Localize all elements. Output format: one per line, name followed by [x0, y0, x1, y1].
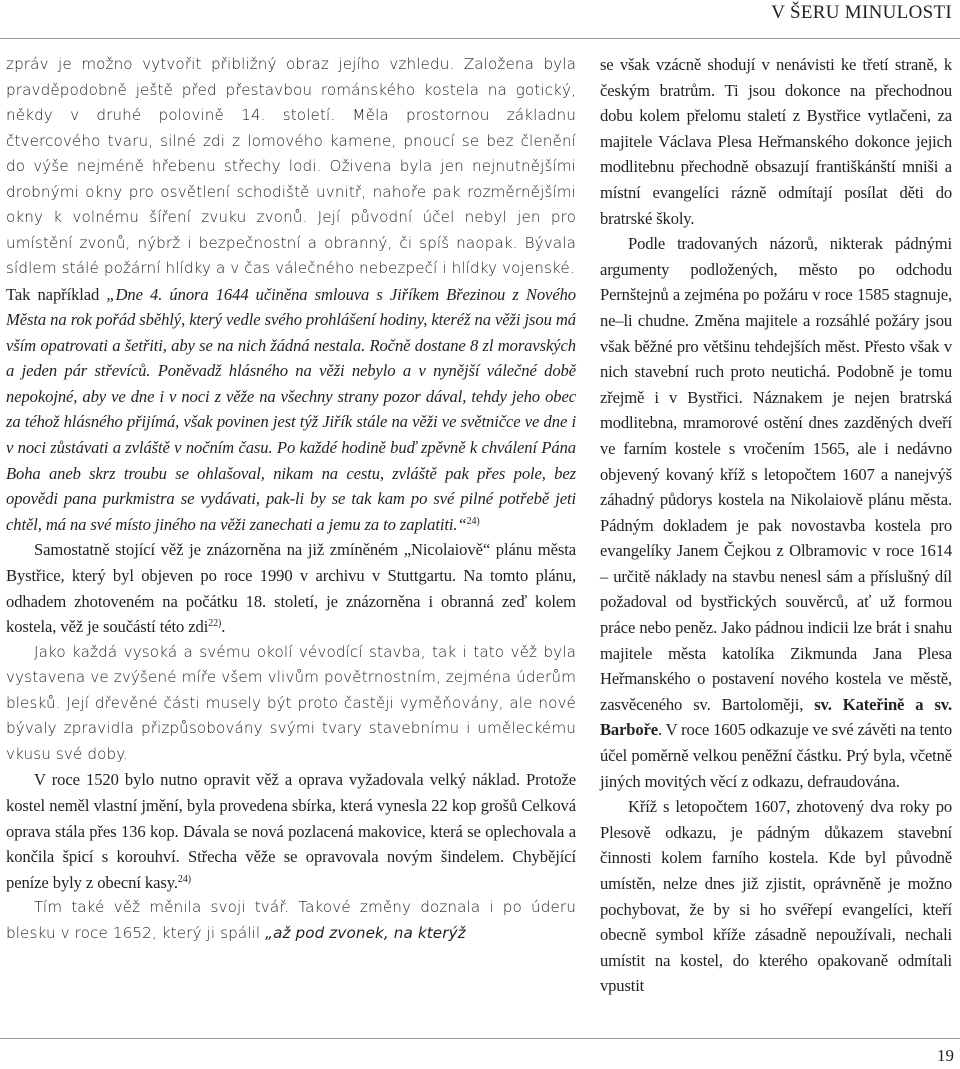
section-title: V ŠERU MINULOSTI [771, 2, 952, 23]
paragraph-weather-damage: Jako každá vysoká a svému okolí vévodící stavba, tak i tato věž byla vystavena ve zvýšené míře všem vlivům povětrnostním, zejména úderům blesků. Její dřevěné části musely být proto častěji vyměňovány, ale nové bývaly zpravidla přizpůsobovány svými tvary stavebnímu i uměleckému vkusu své doby. [6, 642, 576, 763]
footnote-ref: 22) [208, 618, 222, 630]
bold-saints: sv. Kateřině a sv. Barboře [600, 694, 953, 740]
page-number: 19 [937, 1046, 954, 1065]
footer-rule [0, 1038, 960, 1039]
footnote-ref: 24) [466, 515, 480, 527]
quote-text: „Dne 4. února 1644 učiněna smlouva s Jiříkem Březinou z Nového Města na rok pořád sběhlý, který vedle svého prohlášení hodiny, kteréž na věži jsou má vším opatrovati a šetřiti, aby se na nich žádná nestala. Ročně dostane 8 zl moravských a jeden pár střevíců. Poněvadž hlásného na věži nebylo a v nynější válečné době nepokojné, aby ve dne i v noci z věže na všechny strany pozor dával, tehdy jeho obec za téhož hlásného přijímá, však povinen jest týž Jiřík stále na věži ve světničce ve dne i v noci zůstávati a zvláště v nočním času. Po každé hodině buď zpěvně k chválení Pána Boha aneb skrz troubu se ohlašoval, nikam na cestu, zvláště pak přes pole, bez opovědi pana purkmistra se vydávati, pak-li by se tak kam po své pilné potřebě jeti chtěl, má na své místo jiného na věži zanechati a jemu za to zaplatiti.“ [6, 284, 576, 534]
paragraph-nicolai-plan: Samostatně stojící věž je znázorněna na již zmíněném „Nicolaiově“ plánu města Bystřice, který byl objeven po roce 1990 v archivu v Stuttgartu. Na tomto plánu, odhadem zhotoveném na počátku 18. století, je znázorněna i obranná zeď kolem kostela, věž je součástí této zdi$^{22)}$. [6, 540, 576, 637]
footnote-ref: 24) [177, 873, 191, 885]
paragraph-lightning-1652: Tím také věž měnila svoji tvář. Takové změny doznala i po úderu blesku v roce 1652, který ji spálil „až pod zvonek, na kterýž [6, 898, 576, 942]
paragraph-tower-description: zpráv je možno vytvořit přibližný obraz jejího vzhledu. Založena byla pravděpodobně ještě před přestavbou románského kostela na gotický, někdy v druhé polovině 14. století. Měla prostornou základnu čtvercového tvaru, silné zdi z lomového kamene, pnoucí se bez členění do výše nejméně hřebenu střechy lodi. Oživena byla jen nejnutnějšími drobnými okny pro osvětlení schodiště uvnitř, nahoře pak rozměrnějšími okny k volnému šíření zvuku zvonů. Její původní účel nebyl jen pro umístění zvonů, nýbrž i bezpečnostní a obranný, či spíš naopak. Bývala sídlem stálé požární hlídky a v čas válečného nebezpečí i hlídky vojenské. [6, 55, 576, 277]
quote-text: „až pod zvonek, na kterýž [265, 923, 466, 942]
left-column [6, 52, 576, 946]
right-column [600, 52, 952, 999]
running-header [0, 0, 960, 39]
paragraph-cross-1607: Kříž s letopočtem 1607, zhotovený dva roky po Plesově odkazu, je pádným důkazem stavební činnosti kolem farního kostela. Kde byl původně umístěn, nelze dnes již zjistit, oprávněně je možno pochybovat, že by si ho svéřepí evangelíci, kteří obecně symbol kříže zásadně nepoužívali, nechali umístit na kostel, do kterého opakovaně odmítali vpustit [600, 797, 952, 996]
quote-lead: Tak například [6, 284, 107, 304]
paragraph-city-stagnation: Podle tradovaných názorů, nikterak pádnými argumenty podložených, město po odchodu Pernštejnů a zejména po požáru v roce 1585 stagnuje, ne–li chudne. Změna majitele a rozsáhlé požáry jsou však běžné pro většinu tehdejších měst. Přesto však v nich stavební ruch proto neutichá. Podobně je tomu zřejmě i v Bystřici. Náznakem je nejen bratrská modlitebna, mramorové ostění dnes zazděných dveří ve farním kostele s vročením 1565, ale i nedávno objevený kovaný kříž s letopočtem 1607 a nanejvýš záhadný půdorys kostela na Nikolaiově plánu města. Pádným dokladem je pak novostavba kostela pro evangelíky Janem Čejkou z Olbramovic v roce 1614 – určitě náklady na stavbu nenesl sám a příslušný díl požadoval od bystřických souvěrců, ať už formou práce nebo peněz. Jako pádnou indicii lze brát i snahu majitele města katolíka Zikmunda Jana Plesa Heřmanského o postavení nového kostela ve městě, zasvěceného sv. Bartoloměji, sv. Kateřině a sv. Barboře. V roce 1605 odkazuje ve své závěti na tento účel poměrně velkou peněžní částku. Prý byla, včetně jiných movitých věcí z odkazu, defraudována. [600, 234, 953, 791]
paragraph-contract-quote [6, 282, 576, 538]
paragraph-brethren: se však vzácně shodují v nenávisti ke třetí straně, k českým bratrům. Ti jsou dokonce na přechodnou dobu kolem přelomu staletí z Bystřice vytlačeni, za majitele Václava Plesa Heřmanského dokonce jejich modlitebnu přechodně obsazují františkánští mniši a místní evangelíci rázně odmítají posílat děti do bratrské školy. [600, 55, 952, 228]
paragraph-repair-1520: V roce 1520 bylo nutno opravit věž a oprava vyžadovala velký náklad. Protože kostel neměl vlastní jmění, byla provedena sbírka, která vynesla 22 kop grošů Celková oprava stála přes 136 kop. Dávala se nová pozlacená makovice, která se oplechovala a končila špicí s korouhví. Střecha věže se opravovala novým šindelem. Chybějící peníze byly z obecní kasy.$^{24)}$ [6, 770, 576, 892]
